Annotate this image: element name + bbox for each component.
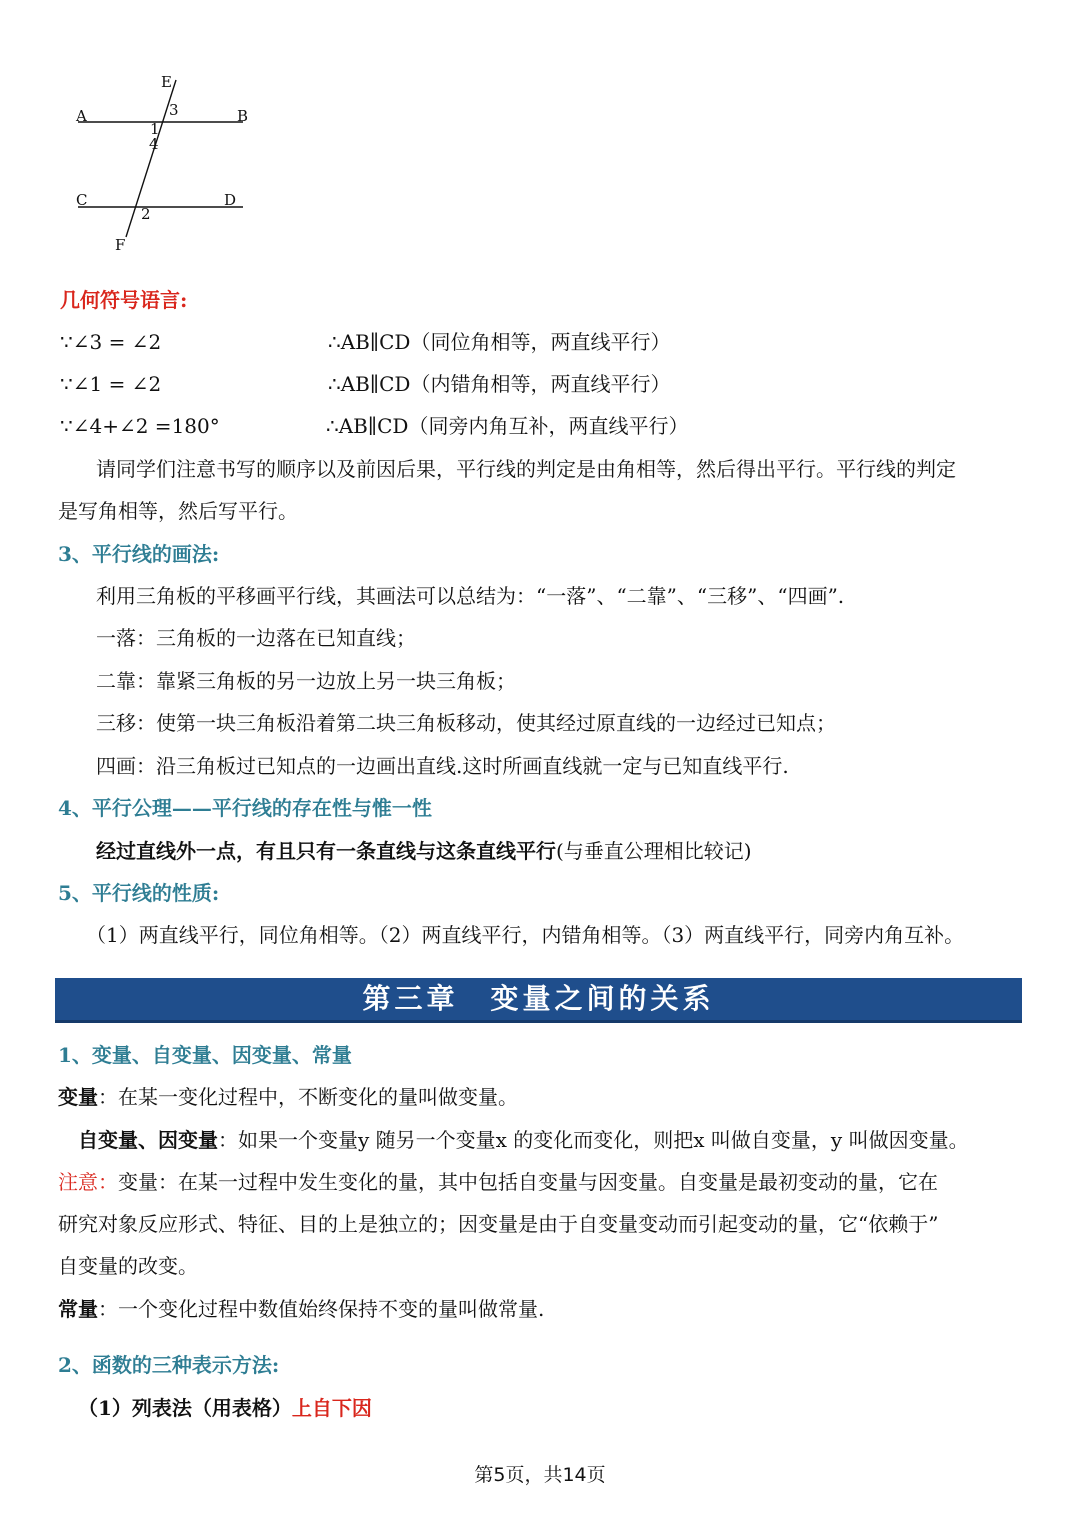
label-a: A <box>76 107 87 125</box>
ch3s2-item1-red: 上自下因 <box>291 1396 372 1420</box>
note-line2: 研究对象反应形式、特征、目的上是独立的；因变量是由于自变量变动而引起变动的量，它“依赖于” <box>58 1212 939 1236</box>
note-term: 注意： <box>58 1170 118 1194</box>
note-text1: 变量：在某一过程中发生变化的量，其中包括自变量与因变量。自变量是最初变动的量，它在 <box>118 1170 938 1194</box>
label-d: D <box>224 191 237 209</box>
sec3-step-4: 四画：沿三角板过已知点的一边画出直线.这时所画直线就一定与已知直线平行. <box>96 754 789 778</box>
sec4-statement-line <box>96 836 752 866</box>
constant-definition <box>58 1294 544 1324</box>
label-1: 1 <box>150 120 160 138</box>
variable-term: 变量 <box>58 1085 98 1109</box>
sec3-step-2: 二靠：靠紧三角板的另一边放上另一块三角板； <box>96 669 516 693</box>
label-2: 2 <box>141 205 151 223</box>
symbolic-note-line2: 是写角相等，然后写平行。 <box>58 499 298 523</box>
sec3-step-1: 一落：三角板的一边落在已知直线； <box>96 626 416 650</box>
ch3s2-heading: 2、函数的三种表示方法: <box>58 1353 280 1377</box>
sec3-heading: 3、平行线的画法: <box>58 542 220 566</box>
constant-text: ：一个变化过程中数值始终保持不变的量叫做常量. <box>98 1297 545 1321</box>
parallel-lines-diagram <box>60 65 280 265</box>
premise-1: ∵∠3 = ∠2 <box>60 330 162 354</box>
indep-dep-term: 自变量、因变量 <box>78 1128 218 1152</box>
sec4-statement: 经过直线外一点，有且只有一条直线与这条直线平行 <box>96 839 556 863</box>
label-e: E <box>161 73 172 91</box>
sec4-remark: (与垂直公理相比较记) <box>556 839 752 863</box>
note-line3: 自变量的改变。 <box>58 1254 198 1278</box>
ch3s2-item1-text: （1）列表法（用表格） <box>78 1396 292 1420</box>
ch3s2-item1 <box>78 1393 372 1423</box>
conclusion-3: ∴AB∥CD（同旁内角互补，两直线平行） <box>326 414 689 438</box>
sec5-text: （1）两直线平行，同位角相等。（2）两直线平行，内错角相等。（3）两直线平行，同旁内角互补。 <box>86 923 965 947</box>
variable-definition <box>58 1082 518 1112</box>
symbolic-heading: 几何符号语言: <box>60 288 188 312</box>
label-3: 3 <box>169 101 179 119</box>
premise-3: ∵∠4+∠2 =180° <box>60 414 220 438</box>
sec3-intro: 利用三角板的平移画平行线，其画法可以总结为：“一落”、“二靠”、“三移”、“四画”. <box>96 584 845 608</box>
conclusion-2: ∴AB∥CD（内错角相等，两直线平行） <box>328 372 671 396</box>
sec3-step-3: 三移：使第一块三角板沿着第二块三角板移动，使其经过原直线的一边经过已知点； <box>96 711 836 735</box>
page-number: 第5页，共14页 <box>474 1464 606 1486</box>
label-f: F <box>115 236 126 254</box>
chapter-title-bar: 第三章 变量之间的关系 <box>55 978 1022 1023</box>
label-4: 4 <box>149 135 159 153</box>
sec4-heading: 4、平行公理——平行线的存在性与惟一性 <box>58 796 432 820</box>
constant-term: 常量 <box>58 1297 98 1321</box>
indep-dep-definition <box>78 1125 969 1155</box>
indep-dep-text: ：如果一个变量y 随另一个变量x 的变化而变化，则把x 叫做自变量，y 叫做因变量。 <box>218 1128 969 1152</box>
sec5-heading: 5、平行线的性质: <box>58 881 220 905</box>
note-line1 <box>58 1167 938 1197</box>
ch3s1-heading: 1、变量、自变量、因变量、常量 <box>58 1043 352 1067</box>
conclusion-1: ∴AB∥CD（同位角相等，两直线平行） <box>328 330 671 354</box>
label-c: C <box>76 191 88 209</box>
label-b: B <box>237 107 249 125</box>
symbolic-note-line1: 请同学们注意书写的顺序以及前因后果，平行线的判定是由角相等，然后得出平行。平行线的判定 <box>96 457 956 481</box>
variable-text: ：在某一变化过程中，不断变化的量叫做变量。 <box>98 1085 518 1109</box>
premise-2: ∵∠1 = ∠2 <box>60 372 162 396</box>
